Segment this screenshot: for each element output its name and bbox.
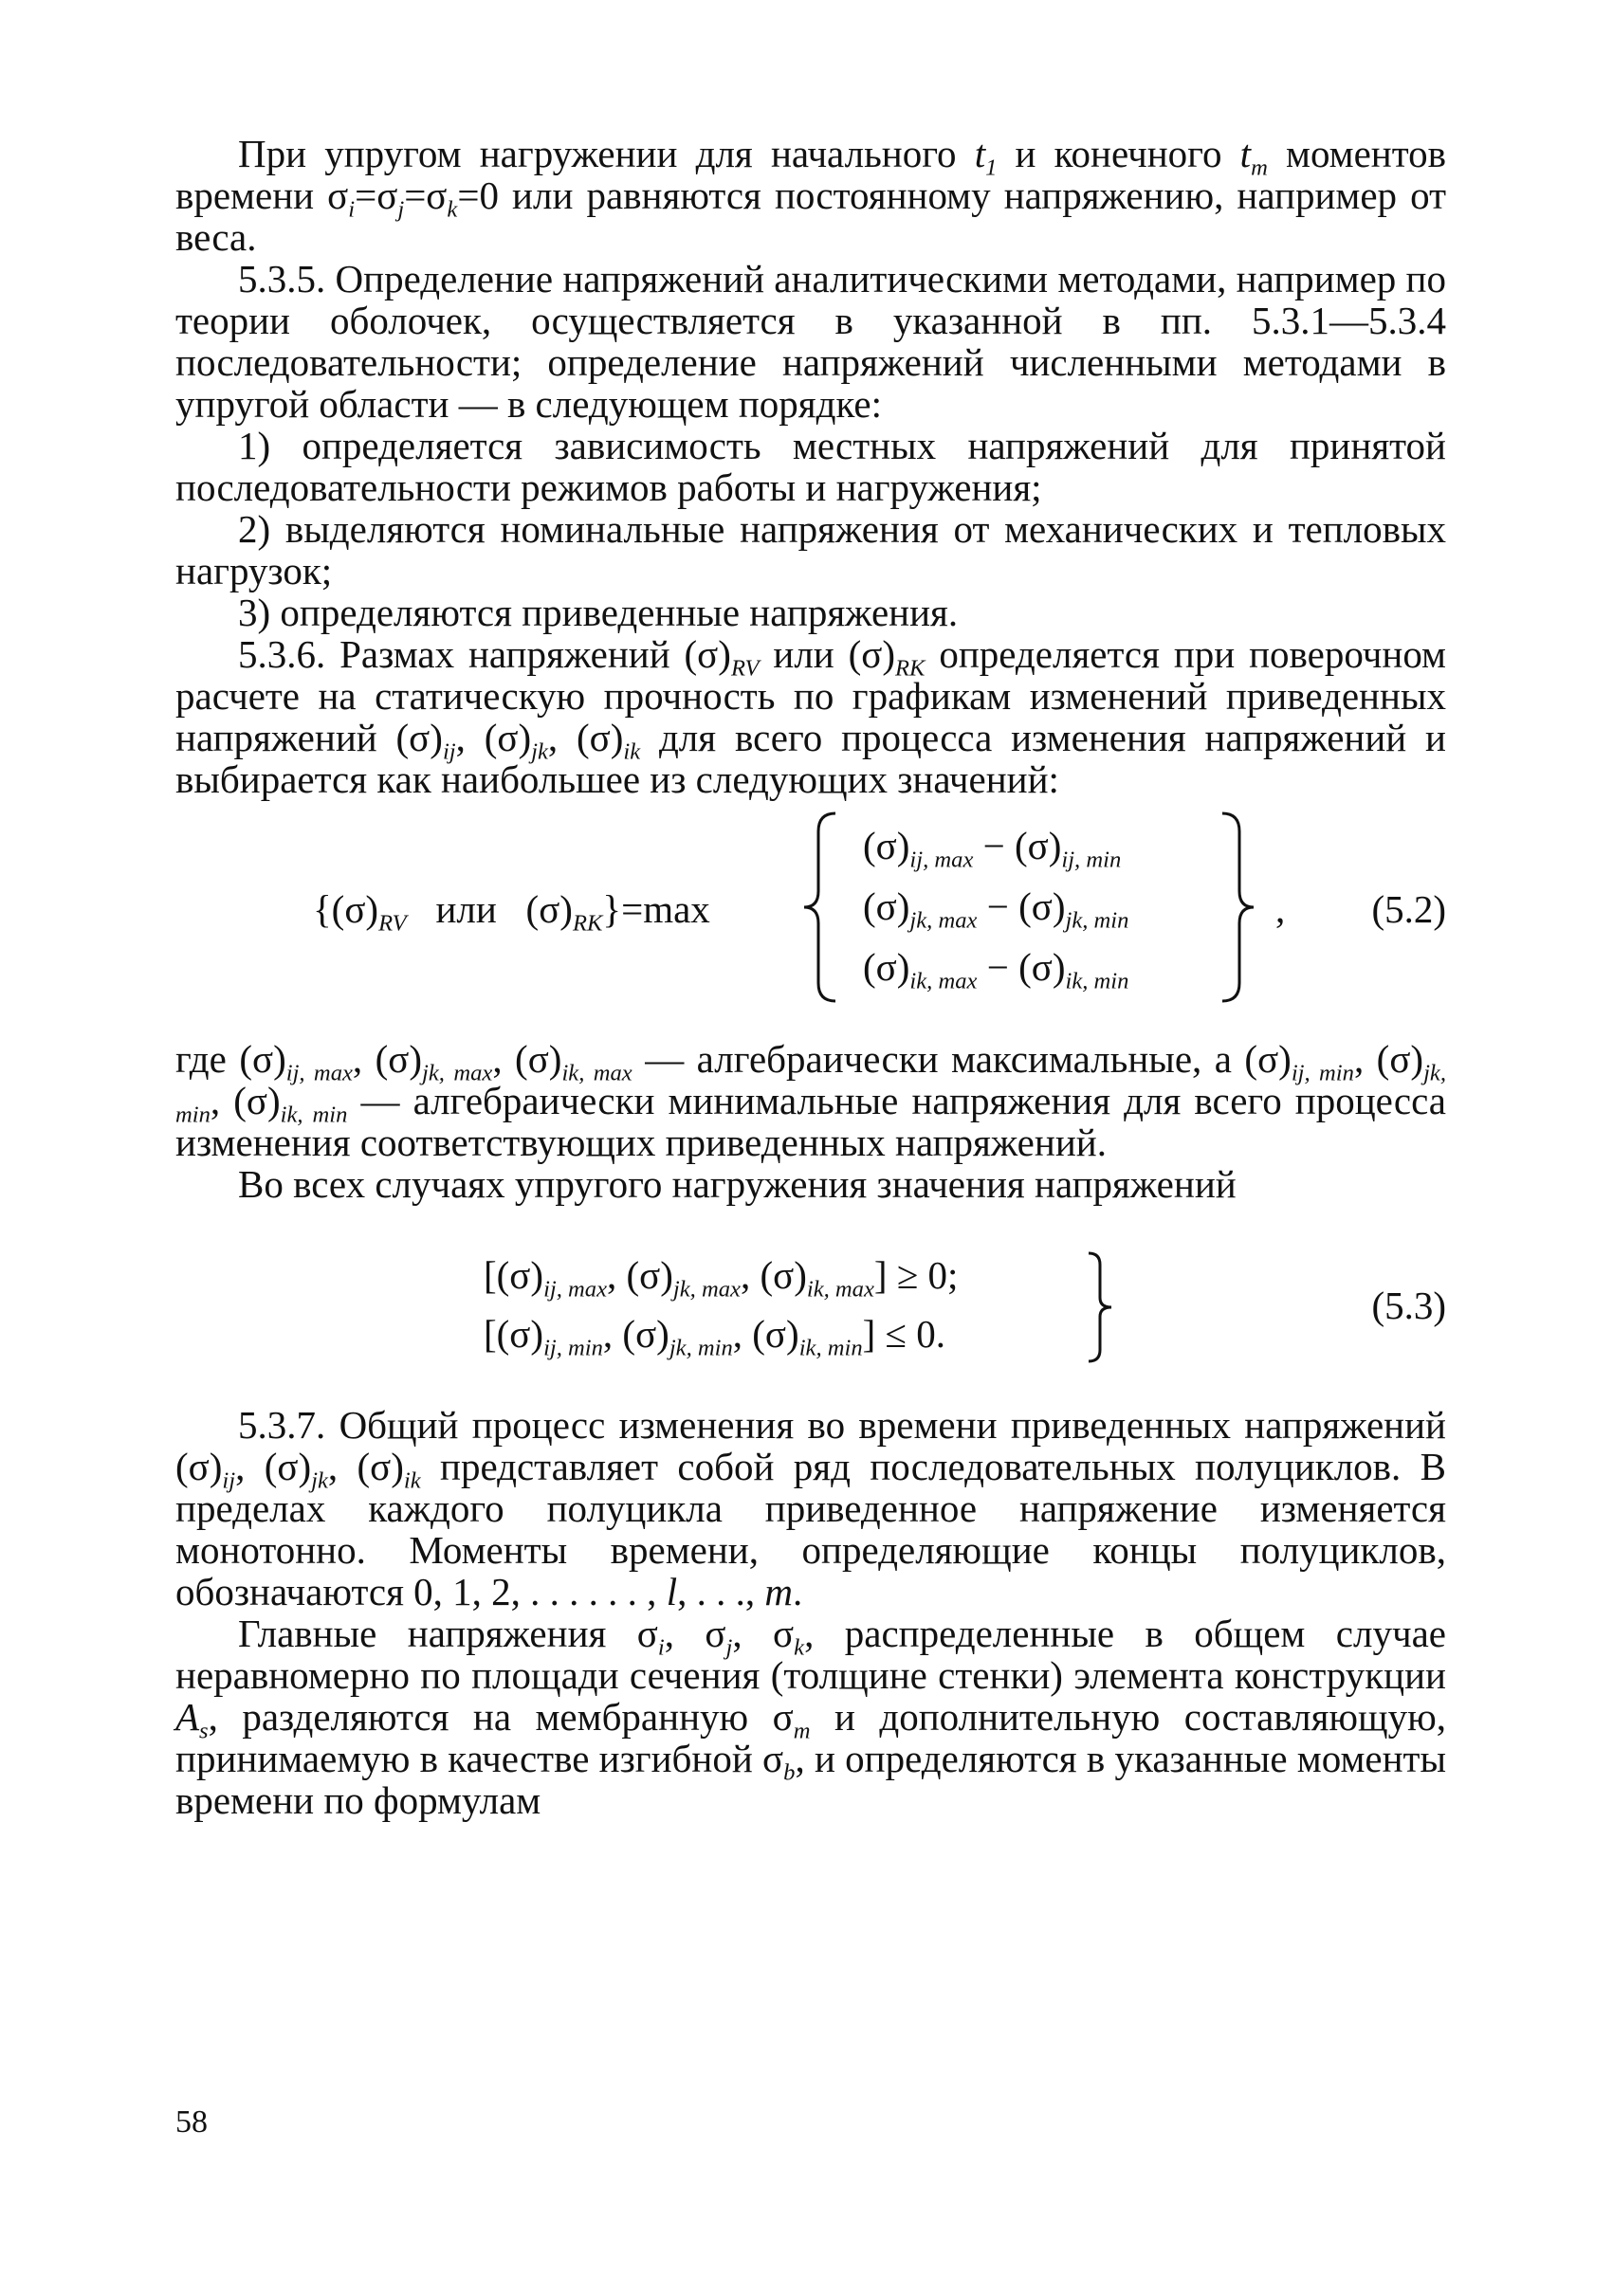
list-item-1: 1) определяется зависимость местных напряжений для принятой последовательности режимов работы и нагружения; — [175, 424, 1446, 509]
formula-5-2-row-3: $(\sigma)_{ik, max} - (\sigma)_{ik, min}$ — [863, 945, 1129, 994]
list-item-3: 3) определяются приведенные напряжения. — [238, 591, 959, 634]
formula-5-2-row-1: $(\sigma)_{ij, max} - (\sigma)_{ij, min}$ — [863, 824, 1122, 873]
formula-5-3-number: (5.3) — [1371, 1284, 1446, 1327]
page-number: 58 — [175, 2105, 208, 2140]
formula-5-3 — [175, 1243, 1446, 1366]
formula-5-2-number: (5.2) — [1371, 887, 1446, 931]
right-brace-icon — [1086, 1250, 1114, 1364]
paragraph-5-3-7: 5.3.7. Общий процесс изменения во времени приведенных напряжений $(\sigma)_{ij}$, $(\sigma)_{jk}$, $(\sigma)_{ik}$ представляет собой ряд последовательных полуциклов. В пределах каждого полуцикла приведенное напряжение изменяется монотонно. Моменты времени, определяющие концы полуциклов, обозначаются 0, 1, 2, . . . . . . , l, . . ., m. — [175, 1403, 1446, 1613]
paragraph-principal-stresses: Главные напряжения $\sigma_i$, $\sigma_j$, $\sigma_k$, распределенные в общем случае неравномерно по площади сечения (толщине стенки) элемента конструкции $A_s$, разделяются на мембранную $\sigma_m$ и дополнительную составляющую, принимаемую в качестве изгибной $\sigma_b$, и определяются в указанные моменты времени по формулам — [175, 1612, 1447, 1822]
formula-5-2-suffix: , — [1275, 887, 1286, 931]
page-body — [175, 133, 1446, 1821]
paragraph-all-cases: Во всех случаях упругого нагружения значения напряжений — [238, 1162, 1237, 1206]
right-brace-icon — [1219, 811, 1256, 1005]
paragraph-5-3-5: 5.3.5. Определение напряжений аналитическими методами, например по теории оболочек, осуществляется в указанной в пп. 5.3.1—5.3.4 последовательности; определение напряжений численными методами в упругой области — в следующем порядке: — [175, 257, 1446, 426]
formula-5-3-row-1: [$(\sigma)_{ij, max}$, $(\sigma)_{jk, max}$, $(\sigma)_{ik, max}] \ge 0$; — [484, 1253, 959, 1303]
formula-5-3-row-2: [$(\sigma)_{ij, min}$, $(\sigma)_{jk, min}$, $(\sigma)_{ik, min}] \le 0$. — [484, 1312, 946, 1361]
left-brace-icon — [801, 811, 839, 1005]
formula-5-2-lhs: {$(\sigma)_{RV}$ или $(\sigma)_{RK}\}=\max$ — [313, 887, 710, 937]
paragraph-where: где $(\sigma)_{ij, max}$, $(\sigma)_{jk, max}$, $(\sigma)_{ik, max}$ — алгебраически максимальные, а $(\sigma)_{ij, min}$, $(\sigma)_{jk, min}$, $(\sigma)_{ik, min}$ — алгебраически минимальные напряжения для всего процесса изменения соответствующих приведенных напряжений. — [175, 1037, 1446, 1164]
list-item-2: 2) выделяются номинальные напряжения от механических и тепловых нагрузок; — [175, 507, 1446, 592]
formula-5-2 — [175, 806, 1446, 1010]
formula-5-2-row-2: $(\sigma)_{jk, max} - (\sigma)_{jk, min}$ — [863, 884, 1129, 934]
paragraph-5-3-6: 5.3.6. Размах напряжений $(\sigma)_{RV}$ или $(\sigma)_{RK}$ определяется при поверочном расчете на статическую прочность по графикам изменений приведенных напряжений $(\sigma)_{ij}$, $(\sigma)_{jk}$, $(\sigma)_{ik}$ для всего процесса изменения напряжений и выбирается как наибольшее из следующих значений: — [175, 632, 1447, 801]
paragraph-elastic-loading: При упругом нагружении для начального $t_1$ и конечного $t_m$ моментов времени $\sigma_i=\sigma_j=\sigma_k=0$ или равняются постоянному напряжению, например от веса. — [175, 132, 1446, 259]
